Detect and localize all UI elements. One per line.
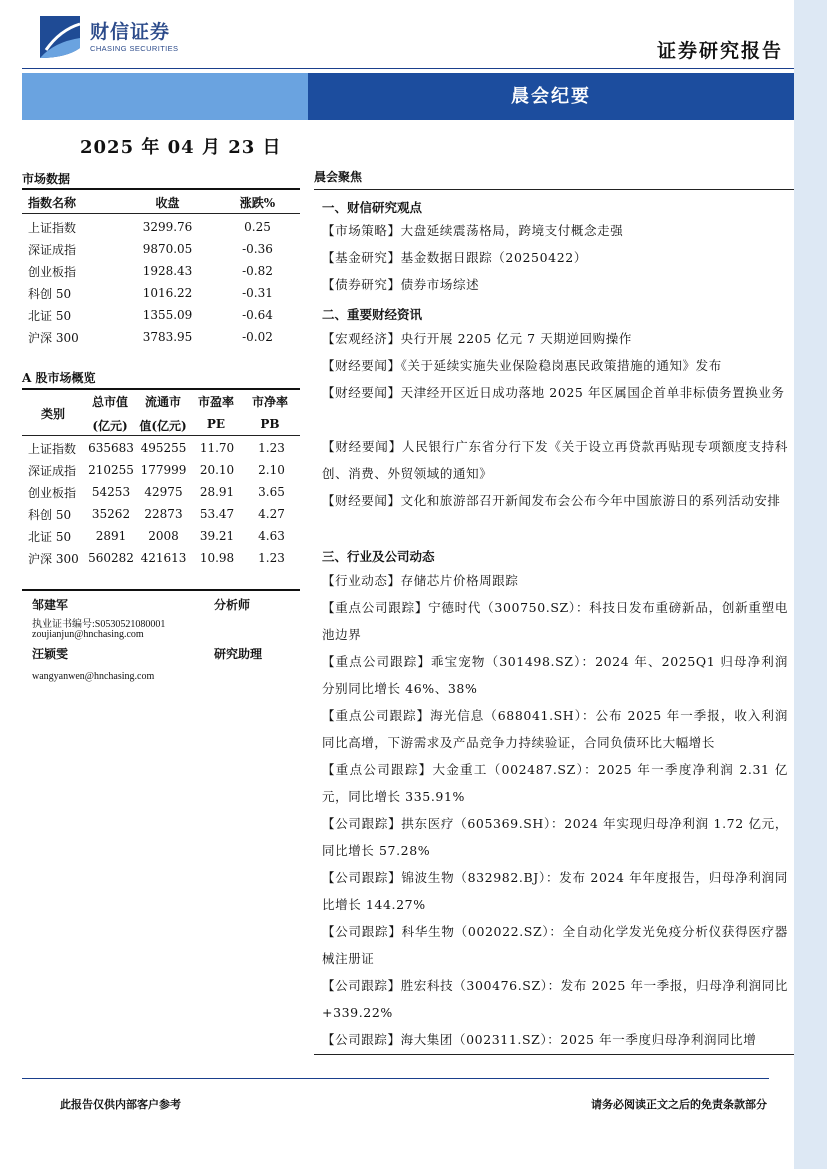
- brand-name: 财信证券: [90, 21, 171, 43]
- list-item: 【重点公司跟踪】海光信息（688041.SH）：公布 2025 年一季报，收入利润同比高增，下游需求及产品竞争力持续验证，合同负债环比大幅增长: [322, 708, 788, 750]
- market-data-rule: [22, 188, 300, 190]
- float-cap: 421613: [140, 551, 187, 565]
- pe: 11.70: [199, 441, 235, 455]
- pb: 1.23: [258, 441, 285, 455]
- float-cap: 177999: [140, 463, 187, 477]
- category: 创业板指: [28, 485, 77, 500]
- list-item: 【公司跟踪】锦波生物（832982.BJ）：发布 2024 年年度报告，归母净利润同比增长 144.27%: [322, 870, 788, 912]
- list-item: 【重点公司跟踪】乖宝宠物（301498.SZ）：2024 年、2025Q1 归母净利润分别同比增长 46%、38%: [322, 654, 788, 696]
- list-item: 【公司跟踪】海大集团（002311.SZ）：2025 年一季度归母净利润同比增: [322, 1032, 757, 1047]
- float-cap: 42975: [144, 485, 183, 499]
- column-header: 市盈率: [197, 395, 234, 409]
- side-strip: [794, 0, 827, 1169]
- column-header: PE: [206, 417, 226, 431]
- column-header: 流通市: [144, 395, 181, 409]
- index-name: 深证成指: [28, 242, 77, 257]
- banner-left: [22, 73, 308, 120]
- overview-header-rule: [22, 435, 300, 436]
- float-cap: 2008: [148, 529, 179, 543]
- table-row: [22, 503, 300, 525]
- section-heading: 二、重要财经资讯: [322, 307, 423, 322]
- index-name: 科创 50: [28, 286, 72, 301]
- banner-title: 晨会纪要: [511, 86, 591, 107]
- section-heading: 一、财信研究观点: [322, 200, 423, 215]
- market-cap: 2891: [95, 529, 127, 543]
- list-item: 【财经要闻】《关于延续实施失业保险稳岗惠民政策措施的通知》发布: [322, 358, 722, 373]
- overview-rule: [22, 388, 300, 390]
- pb: 4.63: [258, 529, 285, 543]
- analyst-cert: 执业证书编号:S0530521080001: [32, 619, 166, 630]
- list-item: 【重点公司跟踪】大金重工（002487.SZ）：2025 年一季度净利润 2.31 亿元，同比增长 335.91%: [322, 762, 788, 804]
- market-cap: 54253: [91, 485, 131, 499]
- pb: 2.10: [258, 463, 285, 477]
- change-value: 0.25: [244, 220, 271, 234]
- column-header: 总市值: [91, 395, 128, 409]
- table-row: [22, 238, 300, 260]
- table-row: [22, 304, 300, 326]
- table-row: [22, 326, 300, 348]
- report-type: 证券研究报告: [656, 40, 783, 62]
- pe: 20.10: [199, 463, 235, 477]
- category: 上证指数: [28, 441, 77, 456]
- table-row: [22, 216, 300, 238]
- market-data-table: [22, 191, 300, 348]
- close-value: 1928.43: [142, 264, 193, 278]
- list-item: 【债券研究】债券市场综述: [322, 277, 480, 292]
- float-cap: 22873: [144, 507, 183, 521]
- list-item: 【行业动态】存储芯片价格周跟踪: [322, 573, 519, 588]
- pe: 53.47: [199, 507, 235, 521]
- index-name: 上证指数: [28, 220, 77, 235]
- pb: 4.27: [258, 507, 285, 521]
- footer-note: 此报告仅供内部客户参考: [60, 1098, 181, 1111]
- list-item: 【基金研究】基金数据日跟踪（20250422）: [322, 250, 587, 265]
- report-date: 2025 年 04 月 23 日: [80, 137, 282, 158]
- change-value: -0.82: [242, 264, 273, 278]
- assistant-name: 汪颖雯: [32, 647, 69, 661]
- list-item: 【财经要闻】人民银行广东省分行下发《关于设立再贷款再贴现专项额度支持科创、消费、外贸领域的通知》: [322, 439, 788, 481]
- analyst-email: zoujianjun@hnchasing.com: [32, 629, 144, 640]
- pb: 1.23: [258, 551, 285, 565]
- column-header: 类别: [40, 407, 65, 421]
- market-data-title: 市场数据: [22, 172, 71, 186]
- company-logo-icon: [36, 14, 84, 60]
- float-cap: 495255: [140, 441, 187, 455]
- header-divider: [22, 68, 794, 69]
- list-item: 【市场策略】大盘延续震荡格局，跨境支付概念走强: [322, 223, 624, 238]
- pe: 10.98: [199, 551, 235, 565]
- category: 北证 50: [28, 529, 72, 544]
- table-row: [22, 547, 300, 569]
- list-item: 【公司跟踪】拱东医疗（605369.SH）：2024 年实现归母净利润 1.72 亿元，同比增长 57.28%: [322, 816, 788, 858]
- market-cap: 635683: [88, 441, 134, 455]
- analyst-rule: [22, 589, 300, 591]
- market-cap: 210255: [88, 463, 134, 477]
- close-value: 1355.09: [142, 308, 193, 322]
- category: 科创 50: [28, 507, 72, 522]
- table-row: [22, 437, 300, 459]
- list-item: 【财经要闻】天津经开区近日成功落地 2025 年区属国企首单非标债务置换业务: [322, 385, 785, 400]
- table-row: [22, 260, 300, 282]
- index-name: 北证 50: [28, 308, 72, 323]
- section-heading: 三、行业及公司动态: [322, 549, 435, 564]
- market-cap: 35262: [91, 507, 131, 521]
- column-header: 指数名称: [28, 195, 77, 210]
- close-value: 1016.22: [142, 286, 193, 300]
- index-name: 创业板指: [28, 264, 77, 279]
- table-row: [22, 282, 300, 304]
- overview-title: A 股市场概览: [22, 371, 96, 385]
- list-item: 【公司跟踪】科华生物（002022.SZ）：全自动化学发光免疫分析仪获得医疗器械注册证: [322, 924, 788, 966]
- overview-table: [22, 437, 300, 569]
- footer-disclaimer: 请务必阅读正文之后的免责条款部分: [591, 1098, 767, 1111]
- change-value: -0.31: [242, 286, 273, 300]
- footer-divider: [22, 1078, 769, 1079]
- table-row: [22, 525, 300, 547]
- pe: 28.91: [199, 485, 235, 499]
- table-header-row: [22, 191, 300, 214]
- column-header: (亿元): [92, 419, 128, 433]
- close-value: 9870.05: [142, 242, 193, 256]
- column-header: 收盘: [155, 195, 180, 210]
- category: 深证成指: [28, 463, 77, 478]
- table-row: [22, 481, 300, 503]
- analyst-role: 分析师: [214, 598, 251, 612]
- close-value: 3783.95: [142, 330, 193, 344]
- column-header: PB: [260, 417, 280, 431]
- column-header: 市净率: [251, 395, 288, 409]
- brand-name-en: CHASING SECURITIES: [90, 44, 179, 53]
- change-value: -0.36: [242, 242, 273, 256]
- list-item: 【公司跟踪】胜宏科技（300476.SZ）：发布 2025 年一季报，归母净利润同比+339.22%: [322, 978, 788, 1020]
- analyst-name: 邹建军: [32, 598, 69, 612]
- assistant-email: wangyanwen@hnchasing.com: [32, 671, 155, 682]
- list-item: 【重点公司跟踪】宁德时代（300750.SZ）：科技日发布重磅新品，创新重塑电池边界: [322, 600, 788, 642]
- change-value: -0.02: [242, 330, 273, 344]
- list-item: 【财经要闻】文化和旅游部召开新闻发布会公布今年中国旅游日的系列活动安排: [322, 493, 781, 508]
- change-value: -0.64: [242, 308, 273, 322]
- category: 沪深 300: [28, 551, 79, 566]
- close-value: 3299.76: [142, 220, 193, 234]
- list-item: 【宏观经济】央行开展 2205 亿元 7 天期逆回购操作: [322, 331, 632, 346]
- index-name: 沪深 300: [28, 330, 79, 345]
- pe: 39.21: [199, 529, 235, 543]
- focus-rule: [314, 189, 794, 190]
- focus-bottom-rule: [314, 1054, 794, 1055]
- focus-title: 晨会聚焦: [314, 170, 363, 184]
- assistant-role: 研究助理: [214, 647, 263, 661]
- table-row: [22, 459, 300, 481]
- pb: 3.65: [258, 485, 285, 499]
- market-cap: 560282: [88, 551, 134, 565]
- column-header: 值(亿元): [139, 419, 187, 433]
- column-header: 涨跌%: [239, 195, 276, 210]
